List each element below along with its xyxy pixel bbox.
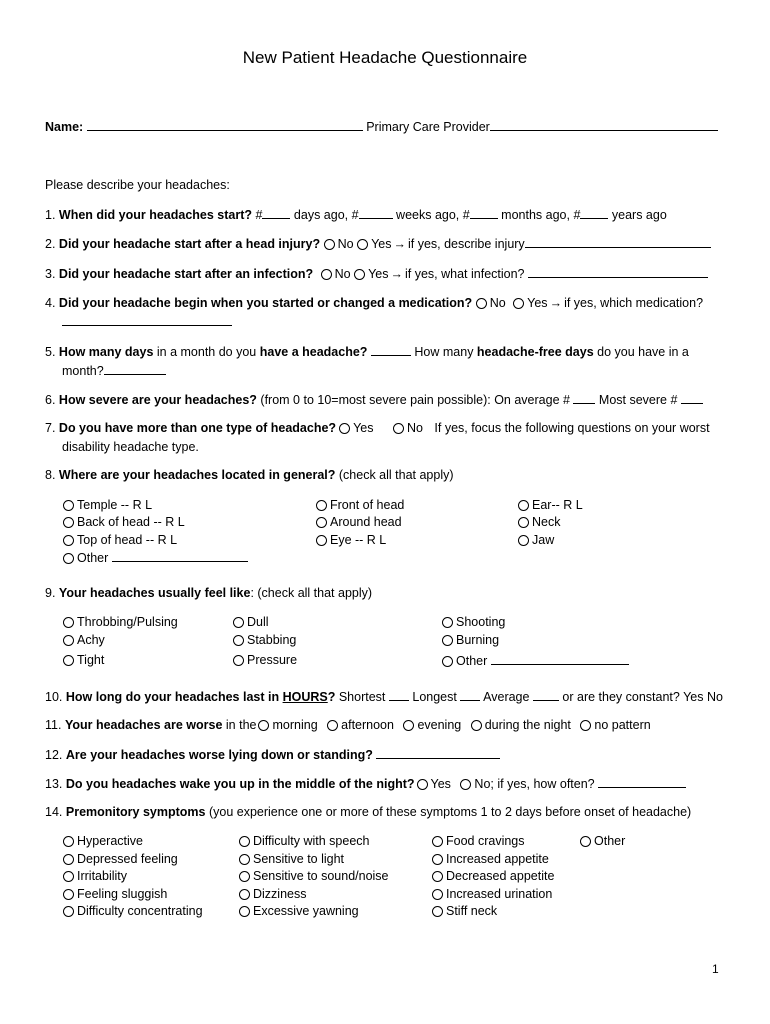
option-temple[interactable]: Temple -- R L	[63, 498, 152, 512]
radio-yes[interactable]	[417, 779, 428, 790]
option-other-feel[interactable]: Other	[442, 653, 629, 668]
average-severity-field[interactable]	[573, 392, 595, 404]
option-tight[interactable]: Tight	[63, 653, 104, 667]
radio[interactable]	[239, 889, 250, 900]
radio[interactable]	[233, 617, 244, 628]
option-ear[interactable]: Ear-- R L	[518, 498, 583, 512]
radio-no[interactable]	[321, 269, 332, 280]
arrow-right-icon: →	[393, 237, 406, 251]
radio[interactable]	[580, 836, 591, 847]
question-1: 1. When did your headaches start? # days ago, # weeks ago, # months ago, # years ago	[45, 208, 667, 222]
option-dull[interactable]: Dull	[233, 615, 269, 629]
radio[interactable]	[63, 889, 74, 900]
radio[interactable]	[63, 517, 74, 528]
option-back-of-head[interactable]: Back of head -- R L	[63, 515, 185, 529]
radio-morning[interactable]	[258, 720, 269, 731]
radio[interactable]	[239, 836, 250, 847]
how-often-field[interactable]	[598, 776, 686, 788]
option-difficulty-speech[interactable]: Difficulty with speech	[239, 834, 370, 848]
option-sensitive-sound[interactable]: Sensitive to sound/noise	[239, 869, 389, 883]
other-location-field[interactable]	[112, 550, 248, 562]
radio[interactable]	[432, 906, 443, 917]
option-excessive-yawning[interactable]: Excessive yawning	[239, 904, 359, 918]
radio[interactable]	[63, 500, 74, 511]
radio[interactable]	[518, 500, 529, 511]
option-other-symptom[interactable]: Other	[580, 834, 625, 848]
days-field[interactable]	[262, 207, 290, 219]
radio[interactable]	[518, 517, 529, 528]
page-number: 1	[712, 962, 719, 976]
question-7: 7. Do you have more than one type of headache? Yes No If yes, focus the following questions on your worst	[45, 421, 710, 435]
radio[interactable]	[442, 617, 453, 628]
radio[interactable]	[63, 836, 74, 847]
option-hyperactive[interactable]: Hyperactive	[63, 834, 143, 848]
question-4: 4. Did your headache begin when you started or changed a medication? No Yes → if yes, which medication?	[45, 296, 704, 310]
position-field[interactable]	[376, 747, 500, 759]
option-increased-urination[interactable]: Increased urination	[432, 887, 552, 901]
pcp-label: Primary Care Provider	[366, 120, 490, 134]
headache-days-field[interactable]	[371, 344, 411, 356]
radio[interactable]	[63, 535, 74, 546]
question-5-line-2: month?	[62, 363, 166, 378]
radio[interactable]	[63, 635, 74, 646]
option-dizziness[interactable]: Dizziness	[239, 887, 307, 901]
option-other[interactable]: Other	[63, 550, 248, 565]
question-10: 10. How long do your headaches last in HOURS? Shortest Longest Average or are they constant? Yes No	[45, 690, 723, 704]
option-stiff-neck[interactable]: Stiff neck	[432, 904, 497, 918]
radio-yes[interactable]	[354, 269, 365, 280]
radio-yes[interactable]	[339, 423, 350, 434]
radio-evening[interactable]	[403, 720, 414, 731]
shortest-field[interactable]	[389, 689, 409, 701]
radio[interactable]	[239, 906, 250, 917]
radio[interactable]	[316, 500, 327, 511]
name-row	[45, 119, 718, 134]
months-field[interactable]	[470, 207, 498, 219]
option-eye[interactable]: Eye -- R L	[316, 533, 386, 547]
question-7-line-2: disability headache type.	[62, 440, 199, 454]
radio-no[interactable]	[460, 779, 471, 790]
weeks-field[interactable]	[359, 207, 393, 219]
radio-yes[interactable]	[513, 298, 524, 309]
option-jaw[interactable]: Jaw	[518, 533, 554, 547]
option-irritability[interactable]: Irritability	[63, 869, 127, 883]
name-field[interactable]	[87, 119, 363, 131]
radio[interactable]	[63, 553, 74, 564]
radio[interactable]	[239, 854, 250, 865]
question-11: 11. Your headaches are worse in the morning afternoon evening during the night no pattern	[45, 718, 651, 732]
question-12: 12. Are your headaches worse lying down or standing?	[45, 747, 500, 762]
radio[interactable]	[518, 535, 529, 546]
radio-no-pattern[interactable]	[580, 720, 591, 731]
option-burning[interactable]: Burning	[442, 633, 499, 647]
radio[interactable]	[63, 854, 74, 865]
option-increased-appetite[interactable]: Increased appetite	[432, 852, 549, 866]
radio-no[interactable]	[393, 423, 404, 434]
medication-row	[62, 314, 232, 329]
pcp-field[interactable]	[490, 119, 718, 131]
radio-during-night[interactable]	[471, 720, 482, 731]
radio[interactable]	[432, 836, 443, 847]
option-throbbing[interactable]: Throbbing/Pulsing	[63, 615, 178, 629]
radio[interactable]	[239, 871, 250, 882]
option-sensitive-light[interactable]: Sensitive to light	[239, 852, 344, 866]
name-label: Name:	[45, 120, 84, 134]
option-neck[interactable]: Neck	[518, 515, 560, 529]
radio[interactable]	[432, 854, 443, 865]
option-front-of-head[interactable]: Front of head	[316, 498, 404, 512]
infection-field[interactable]	[528, 266, 708, 278]
option-food-cravings[interactable]: Food cravings	[432, 834, 525, 848]
radio[interactable]	[442, 635, 453, 646]
radio[interactable]	[432, 871, 443, 882]
radio-afternoon[interactable]	[327, 720, 338, 731]
radio[interactable]	[233, 635, 244, 646]
radio[interactable]	[63, 617, 74, 628]
radio[interactable]	[316, 517, 327, 528]
arrow-right-icon: →	[390, 267, 403, 281]
radio[interactable]	[63, 906, 74, 917]
intro-text: Please describe your headaches:	[45, 178, 230, 192]
question-14: 14. Premonitory symptoms (you experience one or more of these symptoms 1 to 2 days before onset of headache)	[45, 805, 692, 819]
radio[interactable]	[63, 655, 74, 666]
option-depressed-feeling[interactable]: Depressed feeling	[63, 852, 178, 866]
question-8: 8. Where are your headaches located in general? (check all that apply)	[45, 468, 454, 482]
option-difficulty-concentrating[interactable]: Difficulty concentrating	[63, 904, 203, 918]
option-around-head[interactable]: Around head	[316, 515, 402, 529]
longest-field[interactable]	[460, 689, 480, 701]
question-13: 13. Do you headaches wake you up in the middle of the night? Yes No; if yes, how often?	[45, 776, 686, 791]
years-field[interactable]	[580, 207, 608, 219]
option-shooting[interactable]: Shooting	[442, 615, 505, 629]
other-feel-field[interactable]	[491, 653, 629, 665]
radio[interactable]	[316, 535, 327, 546]
option-decreased-appetite[interactable]: Decreased appetite	[432, 869, 554, 883]
radio-no[interactable]	[476, 298, 487, 309]
option-stabbing[interactable]: Stabbing	[233, 633, 296, 647]
medication-field[interactable]	[62, 314, 232, 326]
radio-yes[interactable]	[357, 239, 368, 250]
radio-no[interactable]	[324, 239, 335, 250]
radio[interactable]	[63, 871, 74, 882]
radio[interactable]	[442, 656, 453, 667]
radio[interactable]	[432, 889, 443, 900]
option-top-of-head[interactable]: Top of head -- R L	[63, 533, 177, 547]
most-severe-field[interactable]	[681, 392, 703, 404]
headache-free-days-field[interactable]	[104, 363, 166, 375]
injury-field[interactable]	[525, 236, 711, 248]
question-2: 2. Did your headache start after a head injury? No Yes → if yes, describe injury	[45, 236, 711, 251]
question-6: 6. How severe are your headaches? (from 0 to 10=most severe pain possible): On average # Most severe #	[45, 392, 703, 407]
option-achy[interactable]: Achy	[63, 633, 105, 647]
average-field[interactable]	[533, 689, 559, 701]
page-title: New Patient Headache Questionnaire	[242, 48, 528, 67]
question-5: 5. How many days in a month do you have a headache? How many headache-free days do you have in a	[45, 345, 689, 359]
question-9: 9. Your headaches usually feel like: (check all that apply)	[45, 586, 373, 600]
radio[interactable]	[233, 655, 244, 666]
question-3: 3. Did your headache start after an infection? No Yes → if yes, what infection?	[45, 266, 708, 281]
option-feeling-sluggish[interactable]: Feeling sluggish	[63, 887, 167, 901]
arrow-right-icon: →	[549, 296, 563, 310]
option-pressure[interactable]: Pressure	[233, 653, 297, 667]
